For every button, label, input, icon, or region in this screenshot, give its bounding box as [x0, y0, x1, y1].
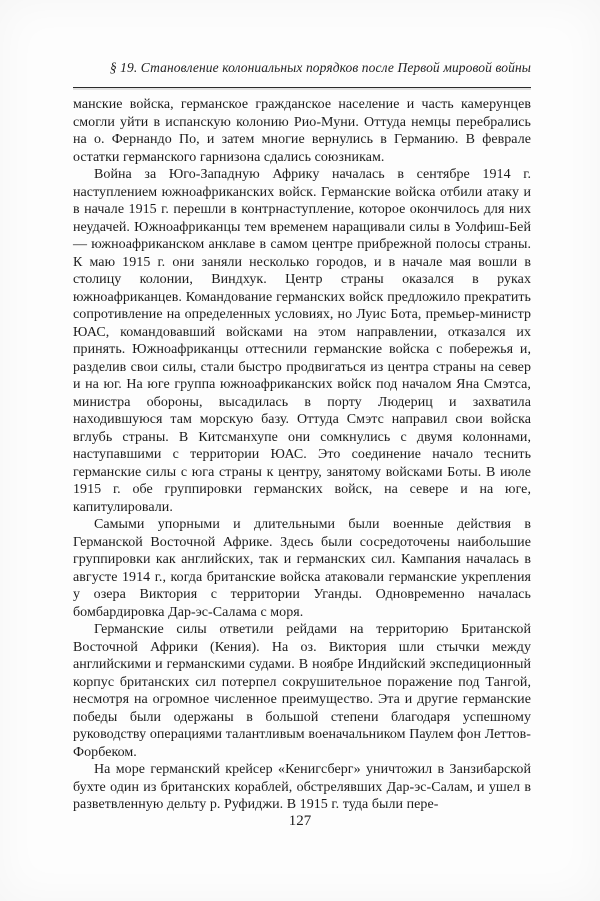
paragraph: На море германский крейсер «Кенигсберг» уничтожил в Занзибарской бухте один из британских кораблей, обстрелявших Дар-эс-Салам, и ушел в разветвленную дельту р. Руфиджи. В 1915 г. туда были пере-	[73, 762, 531, 812]
page-body-text	[73, 96, 531, 814]
page-number: 127	[288, 813, 312, 829]
paragraph: Германские силы ответили рейдами на территорию Британской Восточной Африки (Кения). На оз. Виктория шли стычки между английскими и германскими судами. В ноябре Индийский экспедиционный корпус британских сил потерпел сокрушительное поражение под Тангой, несмотря на огромное численное преимущество. Эта и другие германские победы были одержаны в большой степени благодаря успешному руководству операциями талантливым военачальником Паулем фон Леттов-Форбеком.	[73, 622, 531, 760]
running-header: § 19. Становление колониальных порядков после Первой мировой войны	[109, 60, 531, 75]
paragraph: Война за Юго-Западную Африку началась в сентябре 1914 г. наступлением южноафриканских войск. Германские войска отбили атаку и в начале 1915 г. перешли в контрнаступление, которое окончилось для них неудачей. Южноафриканцы тем временем наращивали силы в Уолфиш-Бей — южноафриканском анклаве в самом центре прибрежной полосы страны. К маю 1915 г. они заняли несколько городов, и в начале мая вошли в столицу колонии, Виндхук. Центр страны оказался в руках южноафриканцев. Командование германских войск предложило прекратить сопротивление на определенных условиях, но Луис Бота, премьер-министр ЮАС, командовавший войсками на этом направлении, отказался их принять. Южноафриканцы оттеснили германские войска с побережья и, разделив свои силы, стали быстро продвигаться из центра страны на север и на юг. На юге группа южноафриканских войск под началом Яна Смэтса, министра обороны, высадилась в порту Людериц и захватила находившуюся там морскую базу. Оттуда Смэтс направил свои войска вглубь страны. В Китсманхупе они сомкнулись с двумя колоннами, наступавшими с территории ЮАС. Это соединение начало теснить германские силы с юга страны к центру, занятому войсками Боты. В июле 1915 г. обе группировки германских войск, на севере и на юге, капитулировали.	[73, 167, 531, 515]
paragraph: Самыми упорными и длительными были военные действия в Германской Восточной Африке. Здесь были сосредоточены наибольшие группировки как английских, так и германских сил. Кампания началась в августе 1914 г., когда британские войска атаковали германские укрепления у озера Виктория с территории Уганды. Одновременно началась бомбардировка Дар-эс-Салама с моря.	[73, 517, 531, 620]
header-rule-divider	[73, 87, 531, 88]
paragraph-continuation: манские войска, германское гражданское население и часть камерунцев смогли уйти в испанскую колонию Рио-Муни. Оттуда немцы перебрались на о. Фернандо По, и затем многие вернулись в Германию. В феврале остатки германского гарнизона сдались союзникам.	[73, 97, 531, 165]
